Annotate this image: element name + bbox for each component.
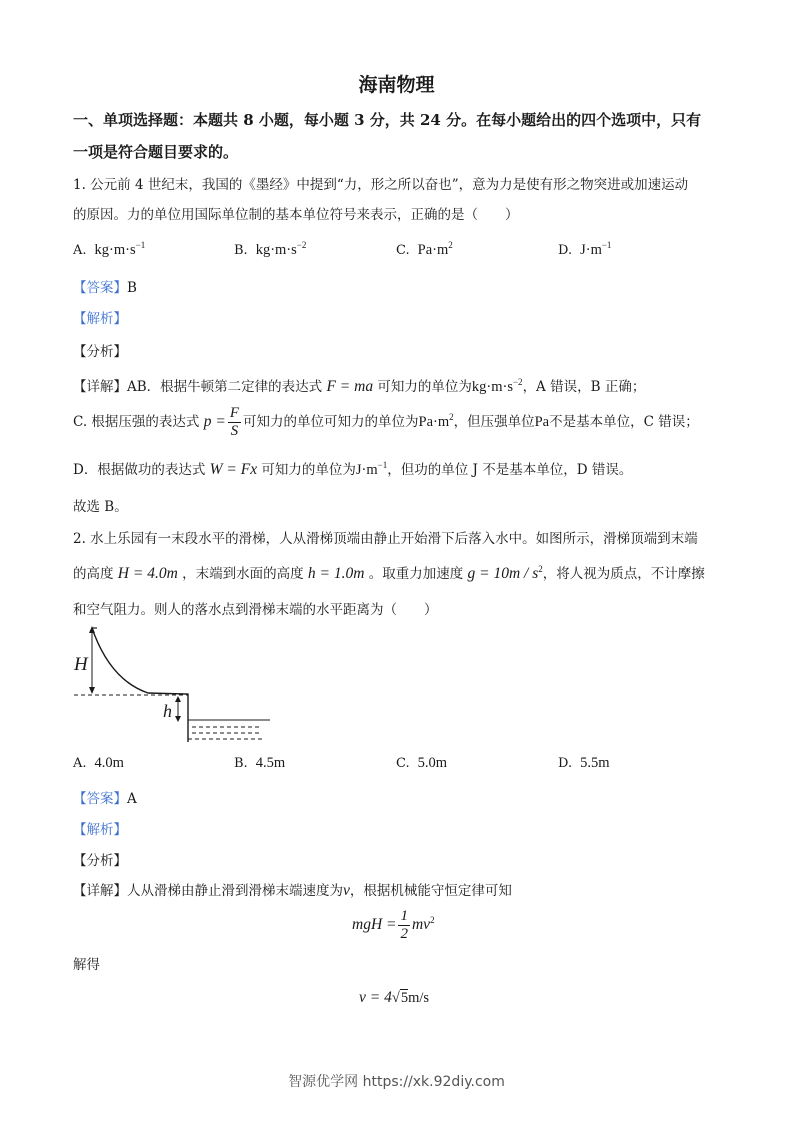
q2-detail: 【详解】人从滑梯由静止滑到滑梯末端速度为v，根据机械能守恒定律可知 bbox=[73, 882, 512, 899]
q2-stem-line3: 和空气阻力。则人的落水点到滑梯末端的水平距离为（ ） bbox=[73, 602, 438, 618]
q2-option-b: B. 4.5m bbox=[234, 755, 286, 771]
q2-option-c: C. 5.0m bbox=[396, 755, 448, 771]
q1-option-a: A. $kg\cdot m\cdot s^{-1}$ bbox=[73, 240, 146, 258]
q1-conclusion: 故选 B。 bbox=[73, 499, 128, 515]
q1-stem-line2: 的原因。力的单位用国际单位制的基本单位符号来表示，正确的是（ ） bbox=[73, 207, 519, 223]
q2-stem-line2: 的高度 H = 4.0m ，末端到水面的高度 h = 1.0m 。取重力加速度 $g = 10m / s^2$，将人视为质点，不计摩擦 bbox=[73, 564, 705, 582]
q2-option-d: D. 5.5m bbox=[558, 755, 610, 771]
q1-detail-d: D．根据做功的表达式 W = Fx 可知力的单位为$J\cdot m^{-1}$，但功的单位 J 不是基本单位，D 错误。 bbox=[73, 460, 633, 478]
equation-velocity: v = 4√5m/s bbox=[359, 989, 430, 1006]
q2-answer: 【答案】A bbox=[73, 791, 137, 807]
slide-figure bbox=[70, 620, 280, 748]
q1-detail-ab: 【详解】AB．根据牛顿第二定律的表达式 F = ma 可知力的单位为$kg\cdot m\cdot s^{-2}$，A 错误，B 正确； bbox=[73, 377, 646, 395]
equation-energy: mgH = $\frac{1}{2}$ $mv^2$ bbox=[352, 908, 435, 942]
q1-fenxi: 【分析】 bbox=[73, 344, 127, 360]
q1-option-d: D. $J\cdot m^{-1}$ bbox=[558, 240, 612, 258]
q2-stem-line1: 2. 水上乐园有一末段水平的滑梯，人从滑梯顶端由静止开始滑下后落入水中。如图所示，滑梯顶端到末端 bbox=[73, 531, 698, 547]
H-label: H bbox=[74, 654, 88, 675]
q1-option-b: B. $kg\cdot m\cdot s^{-2}$ bbox=[234, 240, 307, 258]
footer-watermark: 智源优学网 https://xk.92diy.com bbox=[288, 1074, 505, 1090]
q2-analysis-tag: 【解析】 bbox=[73, 822, 127, 838]
page-title: 海南物理 bbox=[358, 74, 435, 96]
q2-jiede: 解得 bbox=[73, 957, 100, 973]
q1-answer: 【答案】B bbox=[73, 280, 137, 296]
q1-stem-line1: 1. 公元前 4 世纪末，我国的《墨经》中提到“力，形之所以奋也”，意为力是使有形之物突进或加速运动 bbox=[73, 177, 689, 193]
q2-fenxi: 【分析】 bbox=[73, 853, 127, 869]
q2-option-a: A. 4.0m bbox=[73, 755, 124, 771]
q1-detail-c: C. 根据压强的表达式 p = $\frac{F}{S}$ 可知力的单位可知力的单位为$Pa\cdot m^2$，但压强单位Pa不是基本单位，C 错误； bbox=[73, 405, 699, 439]
slide-curve bbox=[92, 628, 188, 742]
section-heading-line2: 一项是符合题目要求的。 bbox=[73, 143, 239, 161]
section-heading-line1: 一、单项选择题：本题共 8 小题，每小题 3 分，共 24 分。在每小题给出的四个选项中，只有 bbox=[73, 111, 702, 129]
q1-analysis-tag: 【解析】 bbox=[73, 311, 127, 327]
q1-option-c: C. $Pa\cdot m^2$ bbox=[396, 240, 453, 258]
h-label: h bbox=[163, 701, 172, 721]
